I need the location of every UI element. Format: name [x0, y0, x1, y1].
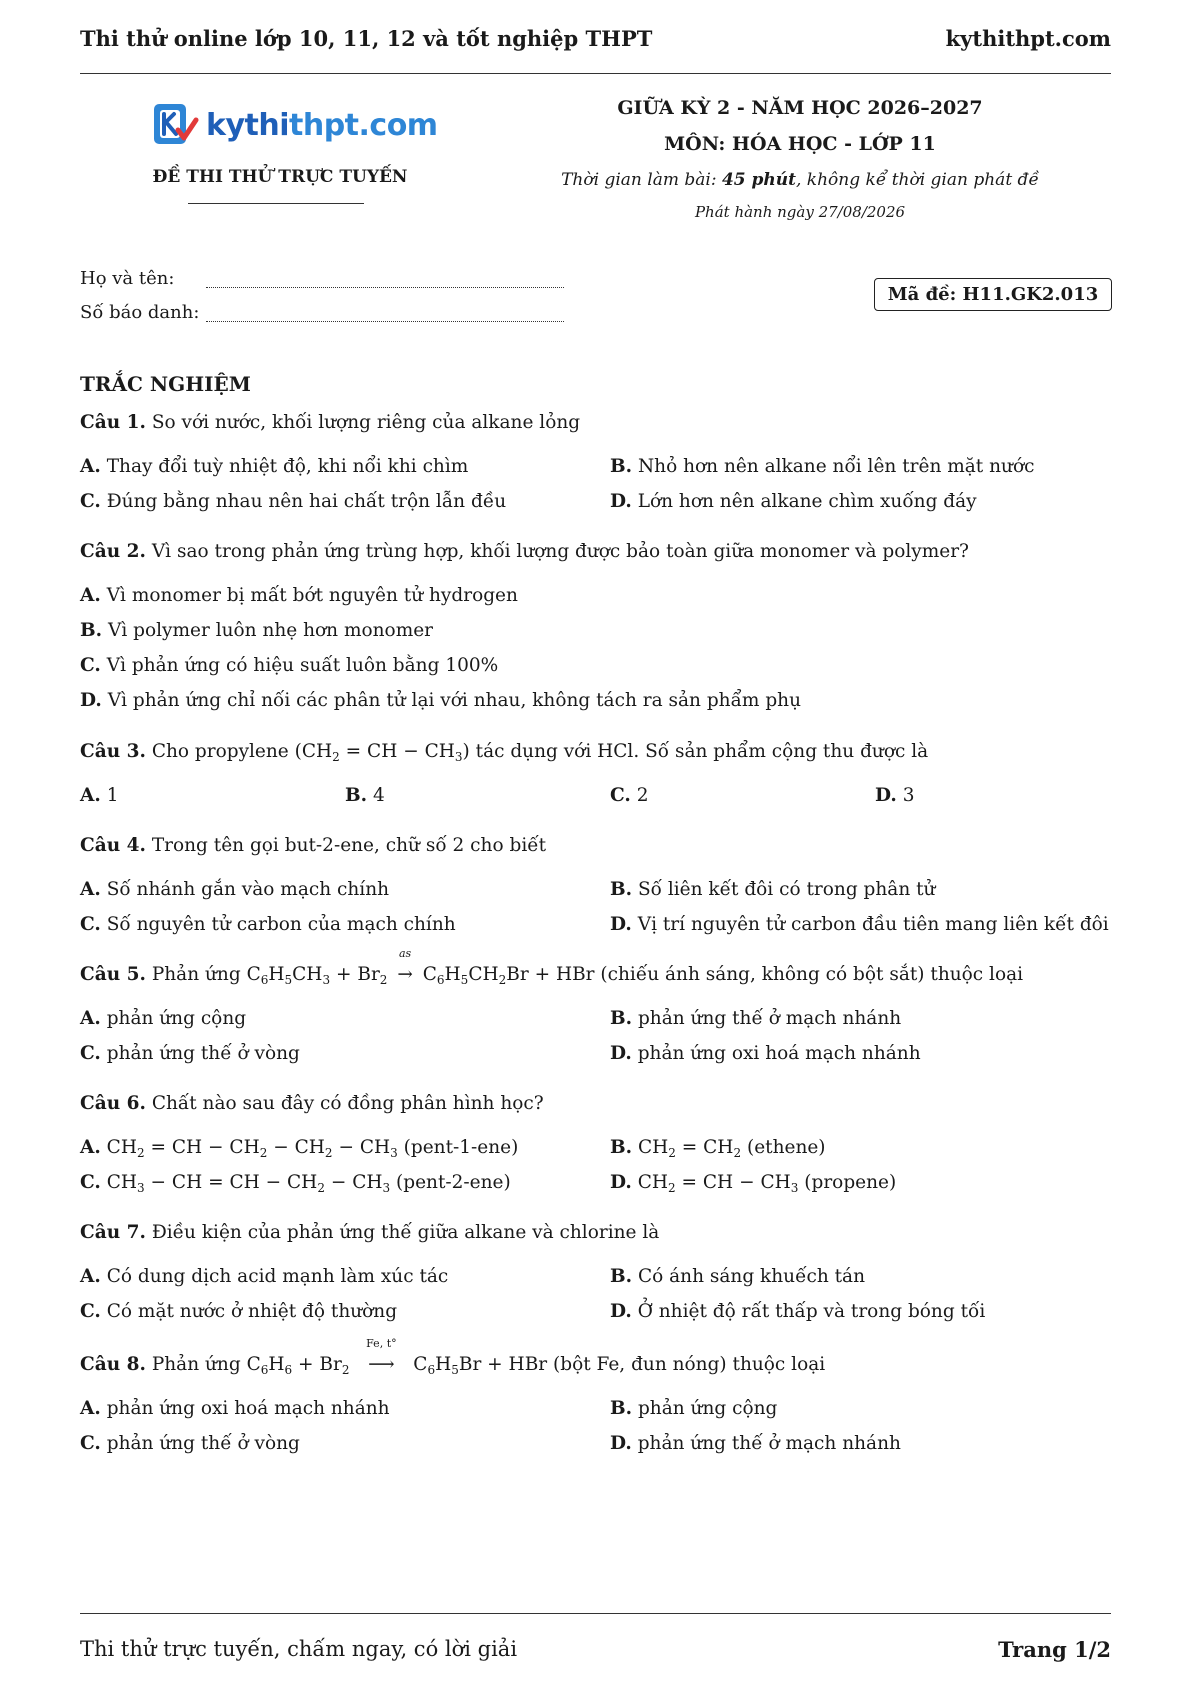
- question-6: [80, 1093, 544, 1114]
- option-text: phản ứng thế ở mạch nhánh: [637, 1433, 901, 1454]
- q8-option-a[interactable]: [80, 1398, 390, 1419]
- exam-code-badge: Mã đề: H11.GK2.013: [874, 278, 1112, 311]
- question-5: Câu 5. Phản ứng $C_6H_5CH_3 + Br_2$ as → $C_6H_5CH_2Br$ + HBr (chiếu ánh sáng, không có bột sắt) thuộc loại: [80, 947, 1024, 987]
- option-letter: D.: [610, 1172, 632, 1193]
- student-id-label: Số báo danh:: [80, 302, 200, 323]
- option-letter: C.: [80, 1172, 101, 1193]
- page-header: [80, 20, 1111, 56]
- footer-divider: [80, 1613, 1111, 1614]
- q4-option-b[interactable]: [610, 879, 935, 900]
- question-4: [80, 835, 546, 856]
- q1-option-b[interactable]: [610, 456, 1034, 477]
- q5-option-b[interactable]: [610, 1008, 901, 1029]
- option-text: Nhỏ hơn nên alkane nổi lên trên mặt nước: [637, 456, 1035, 477]
- option-letter: B.: [610, 879, 633, 900]
- option-letter: D.: [80, 690, 102, 711]
- option-letter: C.: [80, 655, 101, 676]
- option-letter: C.: [80, 1301, 101, 1322]
- option-text: 2: [636, 785, 649, 806]
- option-letter: C.: [80, 914, 101, 935]
- question-text: So với nước, khối lượng riêng của alkane lỏng: [151, 412, 581, 433]
- option-letter: D.: [610, 1301, 632, 1322]
- option-text: phản ứng thế ở mạch nhánh: [637, 1008, 902, 1029]
- header-right-text: kythithpt.com: [945, 25, 1111, 51]
- option-letter: B.: [610, 1398, 633, 1419]
- exam-type-subtitle: ĐỀ THI THỬ TRỰC TUYẾN: [152, 167, 408, 187]
- question-1: [80, 412, 580, 433]
- q6-option-d[interactable]: D. $CH_2$ = CH − $CH_3$ (propene): [610, 1172, 897, 1195]
- option-letter: B.: [610, 1008, 633, 1029]
- option-text: (ethene): [746, 1137, 826, 1158]
- question-3: Câu 3. Cho propylene ($CH_2$ = CH − $CH_3$) tác dụng với HCl. Số sản phẩm cộng thu được là: [80, 741, 929, 764]
- q1-option-a[interactable]: [80, 456, 468, 477]
- option-letter: D.: [610, 914, 632, 935]
- q5-option-a[interactable]: [80, 1008, 246, 1029]
- option-letter: D.: [610, 1043, 632, 1064]
- q3-option-b[interactable]: [345, 785, 385, 806]
- student-name-field[interactable]: [206, 287, 564, 288]
- question-8: Câu 8. Phản ứng $C_6H_6 + Br_2$ Fe, t° ⟶ $C_6H_5Br$ + HBr (bột Fe, đun nóng) thuộc loại: [80, 1337, 826, 1377]
- option-letter: C.: [80, 1433, 101, 1454]
- option-letter: A.: [80, 1137, 101, 1158]
- reaction-arrow: Fe, t° ⟶: [359, 1354, 403, 1375]
- question-2: [80, 541, 969, 562]
- q2-option-d[interactable]: [80, 690, 801, 711]
- q8-option-d[interactable]: [610, 1433, 901, 1454]
- student-id-field[interactable]: [206, 321, 564, 322]
- option-text: (pent-1-ene): [403, 1137, 519, 1158]
- exam-duration: [540, 170, 1060, 190]
- q8-option-b[interactable]: [610, 1398, 777, 1419]
- question-text: Vì sao trong phản ứng trùng hợp, khối lượng được bảo toàn giữa monomer và polymer?: [151, 541, 969, 562]
- option-text: Có mặt nước ở nhiệt độ thường: [106, 1301, 398, 1322]
- logo-wordmark: [206, 108, 438, 143]
- question-text-pre: Phản ứng: [151, 964, 241, 985]
- option-text: phản ứng cộng: [106, 1008, 247, 1029]
- header-divider: [80, 73, 1111, 74]
- site-logo: [150, 100, 438, 150]
- question-text-pre: Cho propylene (CH: [151, 741, 333, 762]
- q3-option-a[interactable]: [80, 785, 118, 806]
- q4-option-a[interactable]: [80, 879, 389, 900]
- option-text: Vì phản ứng có hiệu suất luôn bằng 100%: [106, 655, 499, 676]
- option-text: phản ứng thế ở vòng: [106, 1043, 300, 1064]
- question-text: Trong tên gọi but-2-ene, chữ số 2 cho biết: [151, 835, 547, 856]
- arrow-condition: Fe, t°: [366, 1337, 397, 1350]
- option-letter: D.: [875, 785, 897, 806]
- subtitle-underline: [188, 203, 364, 204]
- option-text: Ở nhiệt độ rất thấp và trong bóng tối: [637, 1301, 986, 1322]
- option-text: phản ứng cộng: [637, 1398, 778, 1419]
- question-label: Câu 4.: [80, 835, 146, 856]
- question-text-pre: Phản ứng: [151, 1354, 241, 1375]
- option-text: Số liên kết đôi có trong phân tử: [637, 879, 936, 900]
- option-letter: C.: [80, 1043, 101, 1064]
- question-label: Câu 7.: [80, 1222, 146, 1243]
- question-text-mid: = CH − CH: [339, 741, 455, 762]
- option-letter: A.: [80, 1008, 101, 1029]
- page-footer: [80, 1637, 1111, 1662]
- option-text: 1: [106, 785, 119, 806]
- question-7: [80, 1222, 659, 1243]
- option-text: (pent-2-ene): [396, 1172, 511, 1193]
- q7-option-b[interactable]: [610, 1266, 865, 1287]
- exam-title: GIỮA KỲ 2 - NĂM HỌC 2026–2027: [617, 97, 983, 119]
- q2-option-c[interactable]: [80, 655, 498, 676]
- option-letter: A.: [80, 879, 101, 900]
- q2-option-a[interactable]: [80, 585, 518, 606]
- option-letter: B.: [610, 1266, 633, 1287]
- option-letter: A.: [80, 1398, 101, 1419]
- duration-prefix: Thời gian làm bài:: [561, 170, 722, 190]
- option-text: Đúng bằng nhau nên hai chất trộn lẫn đều: [106, 491, 507, 512]
- option-text: Số nguyên tử carbon của mạch chính: [106, 914, 456, 935]
- duration-suffix: , không kể thời gian phát đề: [796, 170, 1039, 190]
- option-text: 4: [372, 785, 385, 806]
- option-text: Vì phản ứng chỉ nối các phân tử lại với nhau, không tách ra sản phẩm phụ: [107, 690, 802, 711]
- student-name-label: Họ và tên:: [80, 268, 175, 289]
- question-text-post: (chiếu ánh sáng, không có bột sắt) thuộc loại: [600, 964, 1024, 985]
- option-text: Lớn hơn nên alkane chìm xuống đáy: [637, 491, 977, 512]
- question-label: Câu 5.: [80, 964, 146, 985]
- option-letter: A.: [80, 585, 101, 606]
- q3-option-d[interactable]: [875, 785, 915, 806]
- q3-option-c[interactable]: [610, 785, 649, 806]
- q4-option-d[interactable]: [610, 914, 1109, 935]
- question-label: Câu 1.: [80, 412, 146, 433]
- option-letter: B.: [610, 456, 633, 477]
- option-text: phản ứng oxi hoá mạch nhánh: [637, 1043, 921, 1064]
- option-text: Có dung dịch acid mạnh làm xúc tác: [106, 1266, 449, 1287]
- option-letter: B.: [610, 1137, 633, 1158]
- q1-option-c[interactable]: [80, 491, 506, 512]
- option-text: 3: [902, 785, 915, 806]
- option-text: Thay đổi tuỳ nhiệt độ, khi nổi khi chìm: [106, 456, 469, 477]
- logo-icon: [150, 100, 200, 150]
- question-label: Câu 3.: [80, 741, 146, 762]
- option-letter: A.: [80, 1266, 101, 1287]
- option-text: Vì monomer bị mất bớt nguyên tử hydrogen: [106, 585, 518, 606]
- q5-option-c[interactable]: [80, 1043, 300, 1064]
- option-letter: D.: [610, 491, 632, 512]
- q6-option-b[interactable]: B. $CH_2 = CH_2$ (ethene): [610, 1137, 826, 1160]
- option-letter: C.: [610, 785, 631, 806]
- option-text: Vị trí nguyên tử carbon đầu tiên mang liên kết đôi: [637, 914, 1109, 935]
- header-left-text: Thi thử online lớp 10, 11, 12 và tốt nghiệp THPT: [80, 25, 653, 51]
- q7-option-a[interactable]: [80, 1266, 448, 1287]
- footer-slogan: Thi thử trực tuyến, chấm ngay, có lời giải: [80, 1637, 518, 1661]
- option-letter: A.: [80, 456, 101, 477]
- page-number: Trang 1/2: [998, 1637, 1111, 1662]
- option-text: phản ứng oxi hoá mạch nhánh: [106, 1398, 390, 1419]
- option-text: phản ứng thế ở vòng: [106, 1433, 300, 1454]
- option-letter: B.: [345, 785, 368, 806]
- option-letter: A.: [80, 785, 101, 806]
- q4-option-c[interactable]: [80, 914, 456, 935]
- q1-option-d[interactable]: [610, 491, 977, 512]
- option-letter: B.: [80, 620, 103, 641]
- q2-option-b[interactable]: [80, 620, 433, 641]
- question-text: Điều kiện của phản ứng thế giữa alkane và chlorine là: [151, 1222, 660, 1243]
- q7-option-c[interactable]: [80, 1301, 397, 1322]
- question-label: Câu 2.: [80, 541, 146, 562]
- option-text: Số nhánh gắn vào mạch chính: [106, 879, 390, 900]
- q5-option-d[interactable]: [610, 1043, 921, 1064]
- q6-option-c[interactable]: C. $CH_3$ − CH = CH − $CH_2 - CH_3$ (pent-2-ene): [80, 1172, 511, 1195]
- option-text: (propene): [804, 1172, 897, 1193]
- q6-option-a[interactable]: A. $CH_2$ = CH − $CH_2 - CH_2 - CH_3$ (pent-1-ene): [80, 1137, 519, 1160]
- question-text-post: ) tác dụng với HCl. Số sản phẩm cộng thu được là: [462, 741, 929, 762]
- q7-option-d[interactable]: [610, 1301, 985, 1322]
- question-text-post: (bột Fe, đun nóng) thuộc loại: [553, 1354, 826, 1375]
- issue-date: Phát hành ngày 27/08/2026: [694, 203, 906, 221]
- q8-option-c[interactable]: [80, 1433, 300, 1454]
- section-title: TRẮC NGHIỆM: [80, 372, 251, 396]
- option-letter: C.: [80, 491, 101, 512]
- question-label: Câu 8.: [80, 1354, 146, 1375]
- option-letter: D.: [610, 1433, 632, 1454]
- question-text: Chất nào sau đây có đồng phân hình học?: [151, 1093, 544, 1114]
- reaction-arrow: as →: [397, 947, 413, 985]
- option-text: Có ánh sáng khuếch tán: [637, 1266, 866, 1287]
- option-text: Vì polymer luôn nhẹ hơn monomer: [107, 620, 434, 641]
- arrow-condition: as: [398, 947, 412, 960]
- logo-wordmark-part2: thpt.com: [289, 107, 438, 143]
- logo-wordmark-part1: kythi: [206, 107, 289, 143]
- duration-value: 45 phút: [721, 170, 796, 190]
- question-label: Câu 6.: [80, 1093, 146, 1114]
- exam-subject: MÔN: HÓA HỌC - LỚP 11: [664, 133, 936, 155]
